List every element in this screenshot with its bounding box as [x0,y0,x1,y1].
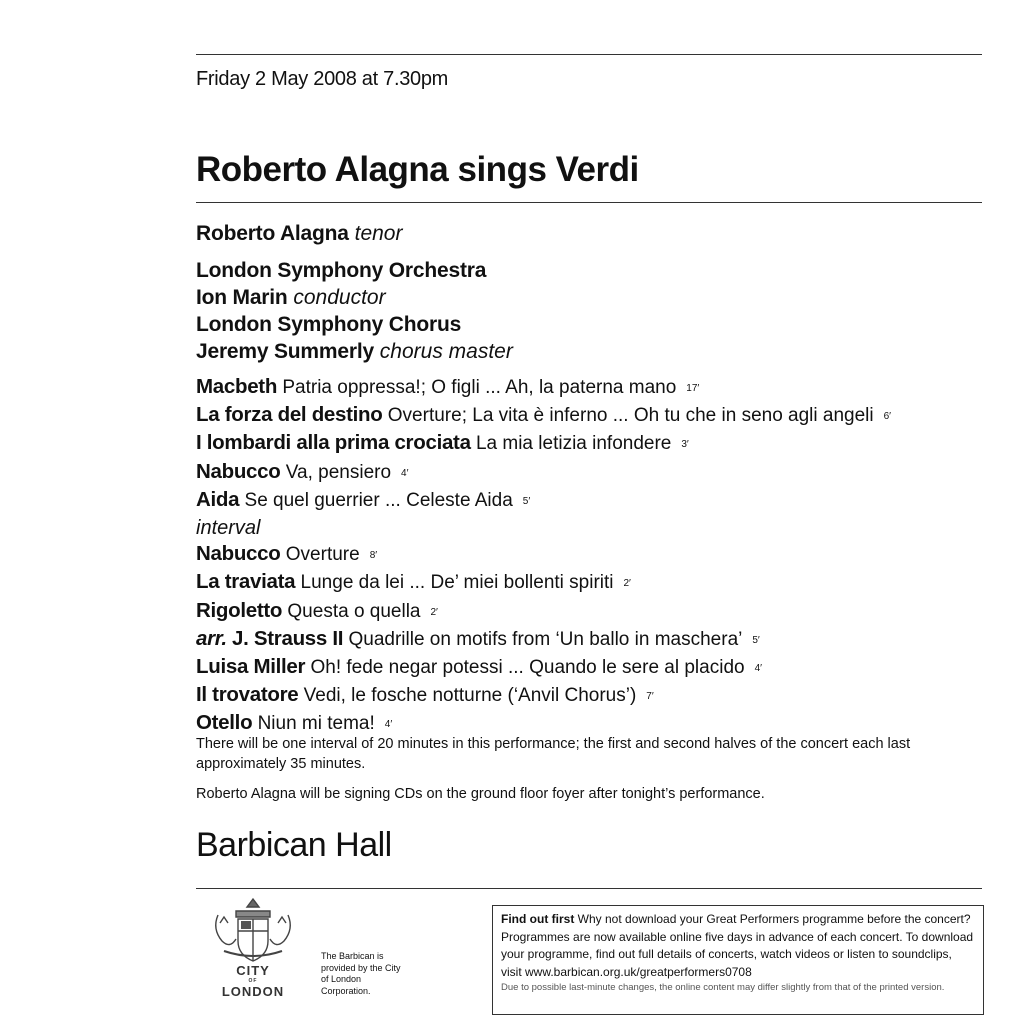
work-title: Rigoletto [196,598,283,622]
program-item [196,654,891,682]
work-title: Macbeth [196,375,278,398]
performer-list [196,220,513,365]
performer-name: Ion Marin [196,286,288,309]
work-title: Otello [196,711,253,735]
performer-row [196,220,513,247]
work-detail: Quadrille on motifs from ‘Un ballo in maschera’ [348,628,743,650]
work-title: Il trovatore [196,683,299,707]
work-detail: La mia letizia infondere [475,433,672,455]
work-title: La forza del destino [196,403,383,427]
page-title: Roberto Alagna sings Verdi [196,150,639,189]
work-duration: 2′ [623,578,631,590]
program-item [196,487,891,515]
program-item [196,682,891,710]
performer-row [196,311,513,338]
program-item [196,541,891,569]
work-title: Luisa Miller [196,655,306,679]
info-body: Why not download your Great Performers programme before the concert? Programmes are now available online five days in advance of each concert. To download your programme, find out full details of concerts, watch videos or listen to soundclips, visit www.barbican.org.uk/greatperformers0708 [501,912,974,979]
work-duration: 5′ [522,495,531,507]
performer-role: conductor [293,286,386,309]
performer-row [196,338,513,365]
info-body-block [501,912,973,979]
info-heading: Find out first [501,912,575,926]
interval-note: There will be one interval of 20 minutes in this performance; the first and second halves of the concert each last approximately 35 minutes. [196,736,911,772]
work-prefix: arr. [196,626,227,650]
work-duration: 6′ [883,411,892,423]
work-title: La traviata [196,570,296,594]
performer-name: London Symphony Chorus [196,313,462,336]
work-detail: Overture [285,544,360,566]
work-duration: 4′ [754,663,763,675]
work-detail: Vedi, le fosche notturne (‘Anvil Chorus’) [303,685,637,707]
work-title: Aida [196,487,240,511]
work-duration: 7′ [646,691,654,703]
program-item [196,459,891,487]
program-item [196,402,891,430]
program-item [196,374,891,402]
performer-name: Roberto Alagna [196,222,349,245]
work-detail: Se quel guerrier ... Celeste Aida [244,489,513,511]
work-detail: Overture; La vita è inferno ... Oh tu che in seno agli angeli [387,405,874,427]
work-duration: 8′ [369,550,378,562]
work-duration: 5′ [752,634,760,646]
crest-wordmark [208,963,298,999]
performer-role: tenor [354,222,403,245]
title-rule [196,202,982,203]
work-detail: Questa o quella [287,600,421,622]
program-item [196,598,891,626]
footer-rule [196,888,982,889]
program-item [196,626,891,654]
program-item [196,430,891,458]
work-title: I lombardi alla prima crociata [196,431,471,455]
crest-line-city: CITY [236,963,270,978]
work-detail: Patria oppressa!; O figli ... Ah, la paterna mano [282,377,677,398]
work-title: Nabucco [196,459,281,483]
crest-line-of: OF [248,978,258,984]
performer-row [196,284,513,311]
interval-marker: interval [196,517,261,540]
work-detail: Va, pensiero [285,461,392,483]
work-title: J. Strauss II [232,626,344,650]
program-item [196,569,891,597]
work-duration: 17′ [686,383,700,394]
concert-date: Friday 2 May 2008 at 7.30pm [196,68,449,90]
corporation-note: The Barbican is provided by the City of London Corporation. [321,951,401,996]
performer-role: chorus master [379,340,513,363]
work-duration: 4′ [384,719,393,731]
work-duration: 3′ [681,439,689,451]
work-duration: 4′ [401,467,409,479]
program-list [196,374,891,739]
performance-notes [196,734,926,814]
work-detail: Oh! fede negar potessi ... Quando le sere al placido [310,657,745,679]
info-box [492,905,984,1015]
info-disclaimer: Due to possible last-minute changes, the online content may differ slightly from that of the printed version. [501,982,945,993]
venue-name: Barbican Hall [196,826,392,864]
crest-line-london: LONDON [221,984,285,999]
performer-row [196,257,513,284]
work-detail: Lunge da lei ... De’ miei bollenti spiriti [300,572,614,594]
performer-name: London Symphony Orchestra [196,259,487,282]
work-detail: Niun mi tema! [257,713,375,735]
work-title: Nabucco [196,542,281,566]
top-rule [196,54,982,55]
performer-name: Jeremy Summerly [196,340,374,363]
signing-note: Roberto Alagna will be signing CDs on the ground floor foyer after tonight’s performance. [196,786,765,802]
work-duration: 2′ [430,606,438,618]
